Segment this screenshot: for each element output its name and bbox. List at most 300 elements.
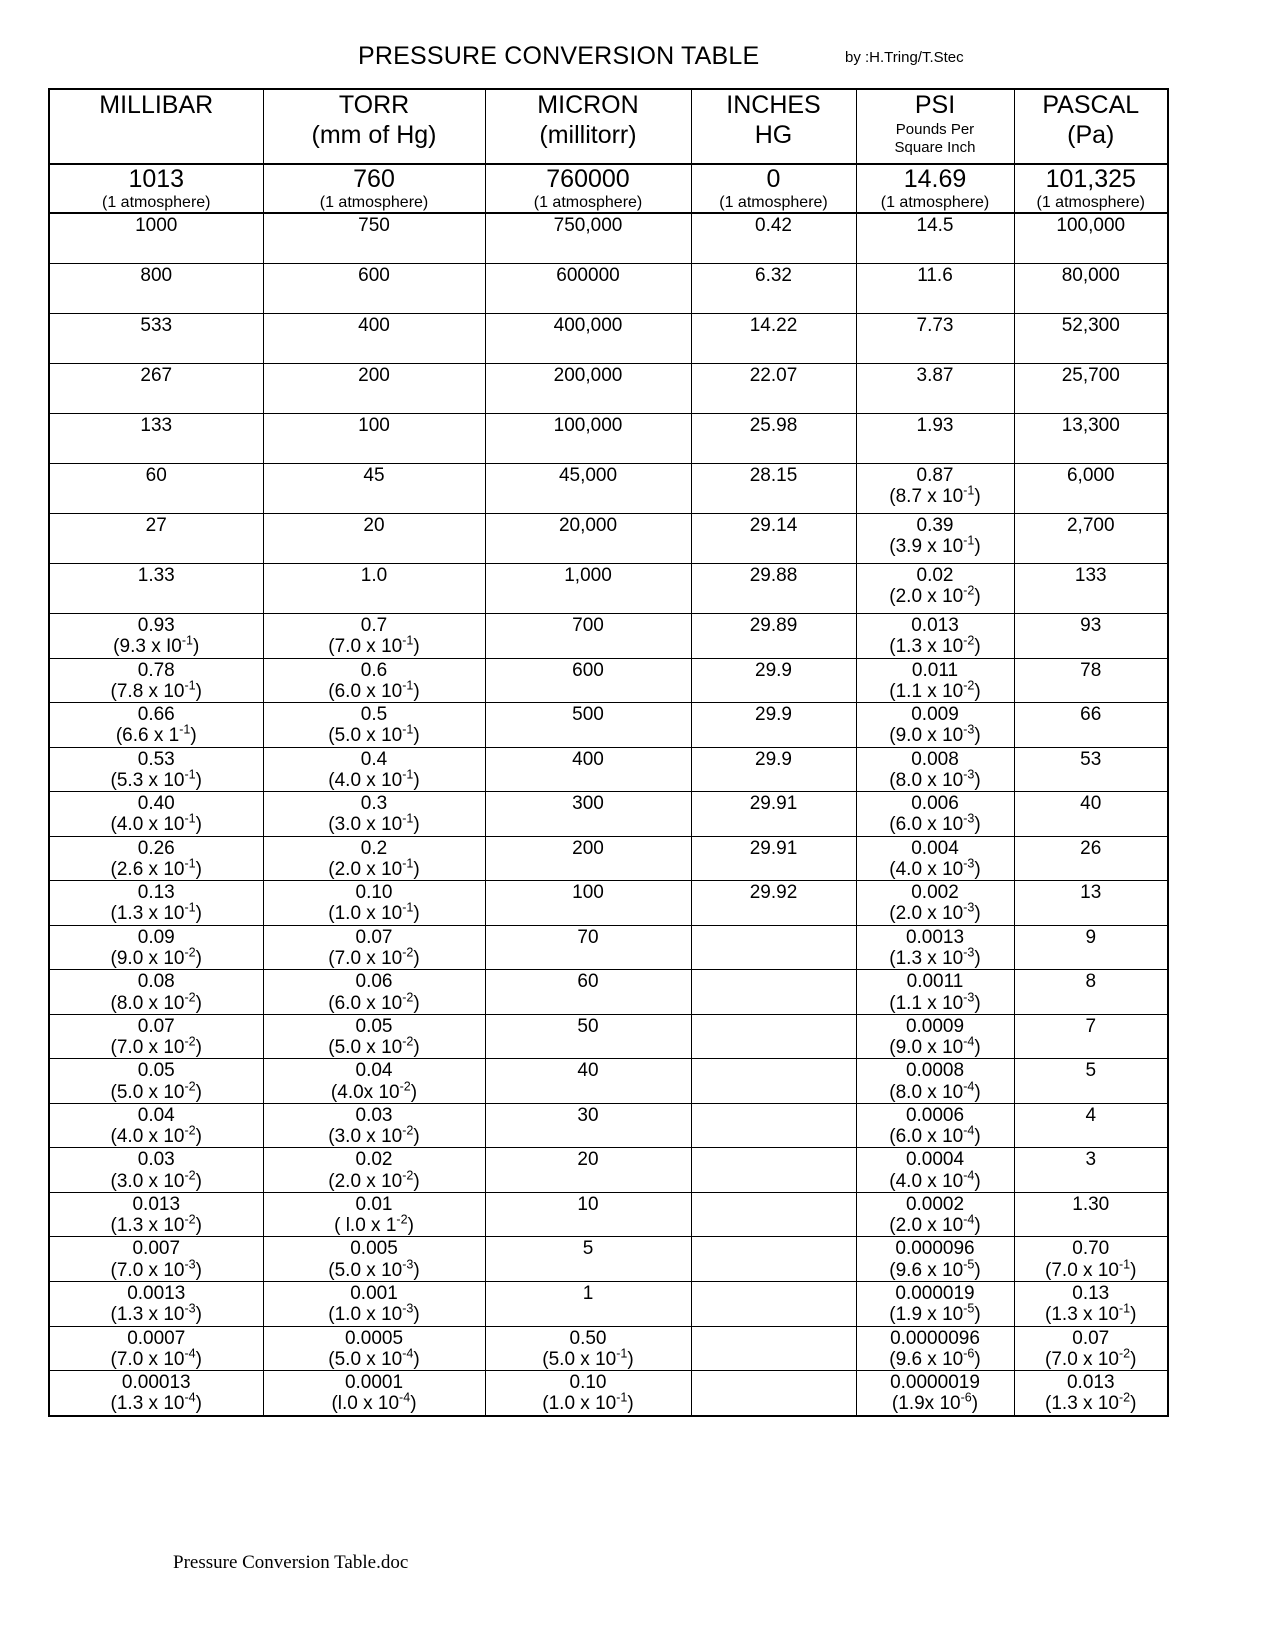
atmosphere-value: 14.69 [903, 165, 967, 193]
cell-value: 0.04 [355, 1060, 393, 1082]
cell-scientific-notation: (5.0 x $10^{-2}$) [110, 1079, 202, 1103]
table-row [49, 881, 1168, 926]
table-cell [263, 792, 485, 837]
cell-scientific-notation [488, 993, 689, 1014]
table-cell [485, 747, 691, 792]
table-row [49, 414, 1168, 464]
cell-scientific-notation [1017, 386, 1166, 407]
table-row [49, 1192, 1168, 1237]
atmosphere-cell [49, 164, 263, 213]
exponent: -1 [402, 767, 414, 782]
cell-scientific-notation [488, 336, 689, 357]
column-header-sub: (Pa) [1067, 120, 1115, 149]
table-cell [49, 703, 263, 748]
table-cell [485, 836, 691, 881]
cell-scientific-notation [52, 386, 261, 407]
exponent: -2 [402, 1034, 414, 1049]
cell-value: 3.87 [916, 365, 954, 386]
cell-scientific-notation: (4.0 x $10^{-1}$) [110, 812, 202, 836]
byline: by :H.Tring/T.Stec [845, 49, 964, 66]
exponent: -4 [184, 1346, 196, 1361]
cell-scientific-notation [694, 286, 854, 307]
table-row [49, 747, 1168, 792]
table-cell [49, 881, 263, 926]
table-cell [485, 414, 691, 464]
table-cell [1014, 792, 1168, 837]
cell-scientific-notation [488, 1126, 689, 1147]
cell-value: 200 [572, 837, 604, 859]
cell-value: 22.07 [749, 365, 798, 386]
cell-scientific-notation: (1.9 x $10^{-5}$) [889, 1301, 981, 1326]
table-cell [49, 792, 263, 837]
cell-scientific-notation: (7.0 x $10^{-1}$) [328, 633, 420, 658]
table-cell [263, 970, 485, 1015]
cell-scientific-notation [1017, 536, 1166, 557]
cell-value: 0.001 [350, 1282, 398, 1304]
column-header-main: TORR [338, 91, 410, 119]
cell-scientific-notation [1017, 286, 1166, 307]
cell-value: 0.009 [911, 704, 959, 726]
table-cell [1014, 1281, 1168, 1326]
column-header-inches [691, 89, 856, 164]
cell-scientific-notation: (1.3 x $10^{-4}$) [110, 1390, 202, 1415]
table-cell [49, 658, 263, 703]
cell-scientific-notation [266, 586, 483, 607]
table-cell [49, 1237, 263, 1282]
table-cell [1014, 658, 1168, 703]
cell-value: 26 [1080, 837, 1102, 859]
cell-value: 25,700 [1061, 365, 1120, 386]
table-cell [691, 464, 856, 514]
cell-scientific-notation [488, 681, 689, 702]
cell-value: 400,000 [553, 315, 623, 336]
cell-value: 267 [140, 365, 173, 386]
table-cell [691, 614, 856, 659]
cell-value: 29.9 [755, 704, 792, 726]
cell-value: 93 [1080, 615, 1102, 636]
cell-scientific-notation [694, 725, 854, 746]
cell-value: 800 [140, 265, 173, 286]
table-cell [485, 1192, 691, 1237]
table-cell [691, 970, 856, 1015]
column-header-main: MICRON [537, 91, 639, 119]
cell-value: 0.09 [137, 926, 175, 948]
cell-value: 28.15 [749, 465, 798, 486]
table-cell [263, 1059, 485, 1104]
cell-scientific-notation: (6.0 x $10^{-2}$) [328, 990, 420, 1014]
cell-value: 6.32 [755, 265, 792, 286]
cell-scientific-notation: (1.1 x $10^{-2}$) [889, 678, 981, 702]
cell-value: 0.07 [355, 926, 393, 948]
cell-value: 27 [145, 515, 167, 536]
cell-value: 29.89 [749, 615, 798, 636]
table-row [49, 464, 1168, 514]
cell-value: 0.007 [132, 1238, 181, 1260]
cell-value: 1.93 [916, 415, 954, 436]
title-row [0, 42, 1275, 78]
cell-value: 30 [577, 1104, 599, 1126]
table-cell [856, 1148, 1014, 1193]
cell-value: 0.0001 [344, 1372, 404, 1394]
table-cell [49, 464, 263, 514]
column-header-sub: (millitorr) [539, 120, 637, 149]
atmosphere-row [49, 164, 1168, 213]
table-cell [1014, 1192, 1168, 1237]
table-cell [49, 414, 263, 464]
table-cell [691, 925, 856, 970]
cell-value: 0.0007 [127, 1327, 186, 1349]
cell-scientific-notation [1017, 486, 1166, 507]
atmosphere-value: 760000 [546, 165, 630, 193]
table-cell [691, 747, 856, 792]
table-cell [485, 1148, 691, 1193]
table-row [49, 314, 1168, 364]
exponent: -3 [402, 1301, 414, 1316]
cell-value: 0.002 [911, 882, 959, 904]
cell-scientific-notation [1017, 859, 1166, 880]
atmosphere-note: (1 atmosphere) [1036, 193, 1145, 211]
cell-scientific-notation: (1.3 x $10^{-3}$) [889, 945, 981, 969]
exponent: -3 [963, 901, 975, 916]
cell-value: 45 [363, 465, 385, 486]
table-cell [1014, 1148, 1168, 1193]
cell-value [694, 1194, 854, 1215]
cell-value: 29.9 [755, 748, 792, 770]
cell-value: 29.88 [749, 565, 798, 586]
exponent: -4 [963, 1079, 975, 1094]
page-title: PRESSURE CONVERSION TABLE [358, 42, 760, 70]
cell-scientific-notation [1017, 586, 1166, 607]
cell-value: 80,000 [1061, 265, 1120, 286]
cell-value: 0.0009 [905, 1015, 965, 1037]
exponent: -2 [184, 945, 196, 960]
column-header-main: MILLIBAR [99, 91, 214, 119]
table-cell [1014, 1014, 1168, 1059]
cell-value [694, 971, 854, 992]
table-cell [1014, 464, 1168, 514]
cell-scientific-notation: (2.0 x $10^{-2}$) [328, 1168, 420, 1192]
cell-value: 0.08 [137, 971, 175, 993]
cell-scientific-notation [52, 286, 261, 307]
table-cell [856, 414, 1014, 464]
table-cell [263, 614, 485, 659]
exponent: -2 [402, 1123, 414, 1138]
exponent: -2 [184, 1168, 196, 1183]
exponent: -1 [616, 1390, 628, 1405]
cell-value [694, 1105, 854, 1126]
cell-value: 600 [572, 659, 604, 681]
table-cell [49, 1148, 263, 1193]
cell-scientific-notation [52, 436, 261, 457]
cell-value: 0.66 [137, 704, 175, 726]
cell-scientific-notation: (7.0 x $10^{-2}$) [1045, 1346, 1137, 1370]
cell-scientific-notation: (5.0 x $10^{-1}$) [542, 1346, 634, 1370]
table-cell [485, 213, 691, 264]
table-row [49, 1237, 1168, 1282]
cell-scientific-notation [694, 1215, 854, 1236]
cell-scientific-notation [488, 1304, 689, 1325]
table-cell [691, 836, 856, 881]
table-cell [691, 1326, 856, 1371]
cell-scientific-notation [1017, 436, 1166, 457]
cell-value [694, 1238, 854, 1259]
cell-value: 2,700 [1066, 515, 1115, 536]
cell-value: 0.03 [137, 1149, 175, 1171]
cell-scientific-notation [694, 770, 854, 791]
table-cell [485, 925, 691, 970]
table-cell [263, 703, 485, 748]
column-header-psi [856, 89, 1014, 164]
table-row [49, 213, 1168, 264]
table-row [49, 614, 1168, 659]
table-cell [485, 1326, 691, 1371]
cell-value: 300 [572, 793, 604, 815]
cell-value: 1000 [135, 215, 178, 236]
cell-value: 600 [358, 265, 390, 286]
table-cell [691, 792, 856, 837]
exponent: -1 [616, 1346, 628, 1361]
table-cell [1014, 264, 1168, 314]
table-cell [485, 1237, 691, 1282]
cell-scientific-notation [52, 336, 261, 357]
table-cell [856, 1103, 1014, 1148]
exponent: -1 [179, 723, 191, 737]
atmosphere-note: (1 atmosphere) [319, 193, 429, 211]
cell-scientific-notation: (1.3 x $10^{-3}$) [110, 1301, 202, 1326]
cell-value: 500 [572, 704, 604, 726]
cell-scientific-notation [488, 286, 689, 307]
cell-scientific-notation [488, 903, 689, 924]
cell-value: 29.9 [755, 659, 792, 681]
table-cell [263, 836, 485, 881]
cell-scientific-notation [694, 1260, 854, 1281]
exponent: -2 [184, 1212, 196, 1227]
table-cell [49, 1281, 263, 1326]
cell-scientific-notation [1017, 1126, 1166, 1147]
cell-scientific-notation: (1.0 x $10^{-1}$) [328, 901, 420, 925]
cell-scientific-notation: (6.0 x $10^{-1}$) [328, 678, 420, 702]
cell-scientific-notation [52, 586, 261, 607]
cell-value: 0.07 [137, 1015, 175, 1037]
cell-value: 0.07 [1072, 1327, 1110, 1349]
cell-scientific-notation: (2.0 x $10^{-3}$) [889, 901, 981, 925]
cell-scientific-notation: (3.0 x $10^{-2}$) [328, 1123, 420, 1148]
table-row [49, 1148, 1168, 1193]
cell-value: 13,300 [1061, 415, 1120, 436]
cell-value: 66 [1080, 704, 1102, 726]
atmosphere-note: (1 atmosphere) [533, 193, 643, 211]
exponent: -2 [963, 678, 975, 693]
table-cell [485, 364, 691, 414]
cell-scientific-notation [694, 1082, 854, 1103]
cell-scientific-notation [1017, 1082, 1166, 1103]
cell-value: 14.5 [916, 215, 954, 236]
cell-value: 9 [1085, 926, 1097, 948]
cell-value: 0.006 [911, 793, 959, 815]
cell-value: 20 [577, 1149, 599, 1171]
cell-value: 0.3 [360, 793, 388, 815]
exponent: -3 [963, 723, 975, 737]
exponent: -2 [396, 1212, 408, 1227]
exponent: -4 [963, 1168, 975, 1183]
exponent: -1 [184, 812, 196, 827]
cell-value: 60 [577, 971, 599, 993]
cell-scientific-notation: (1.0 x $10^{-1}$) [542, 1390, 634, 1415]
cell-value: 0.0000096 [890, 1327, 980, 1349]
table-cell [485, 514, 691, 564]
cell-value: 0.13 [137, 882, 175, 904]
exponent: -1 [184, 678, 196, 693]
table-cell [49, 1103, 263, 1148]
cell-scientific-notation: (8.0 x $10^{-3}$) [889, 767, 981, 791]
cell-value: 6,000 [1066, 465, 1115, 486]
exponent: -1 [963, 483, 975, 498]
table-cell [485, 614, 691, 659]
exponent: -2 [963, 583, 975, 598]
table-cell [856, 1371, 1014, 1416]
table-cell [691, 1371, 856, 1416]
cell-scientific-notation: (2.6 x $10^{-1}$) [110, 856, 202, 880]
table-cell [49, 747, 263, 792]
cell-scientific-notation [694, 1126, 854, 1147]
table-cell [485, 564, 691, 614]
cell-scientific-notation: (3.9 x $10^{-1}$) [889, 533, 981, 558]
table-cell [485, 314, 691, 364]
cell-scientific-notation [694, 1349, 854, 1370]
atmosphere-value: 0 [766, 165, 781, 193]
exponent: -2 [184, 1079, 196, 1094]
cell-value: 0.0013 [127, 1282, 186, 1304]
cell-value: 0.39 [916, 515, 954, 536]
table-cell [1014, 514, 1168, 564]
cell-scientific-notation [266, 236, 483, 257]
table-row [49, 836, 1168, 881]
exponent: -1 [184, 901, 196, 916]
exponent: -4 [963, 1123, 975, 1138]
cell-scientific-notation: (7.0 x $10^{-2}$) [110, 1034, 202, 1059]
cell-value: 0.004 [911, 837, 959, 859]
cell-scientific-notation [488, 536, 689, 557]
cell-scientific-notation: (5.0 x $10^{-2}$) [328, 1034, 420, 1059]
cell-value: 133 [140, 415, 173, 436]
table-cell [856, 1237, 1014, 1282]
column-header-micron [485, 89, 691, 164]
cell-value: 0.7 [360, 615, 388, 636]
cell-value: 7.73 [916, 315, 954, 336]
table-cell [263, 564, 485, 614]
table-cell [485, 1014, 691, 1059]
cell-value: 0.0000019 [890, 1372, 980, 1394]
table-cell [691, 514, 856, 564]
table-cell [856, 925, 1014, 970]
table-cell [263, 1103, 485, 1148]
table-row [49, 514, 1168, 564]
cell-value: 0.70 [1072, 1238, 1110, 1260]
table-cell [49, 213, 263, 264]
table-cell [485, 792, 691, 837]
table-row [49, 1281, 1168, 1326]
table-cell [263, 1148, 485, 1193]
cell-value [694, 1328, 854, 1349]
table-cell [856, 264, 1014, 314]
cell-value: 0.000019 [895, 1282, 975, 1304]
cell-scientific-notation [52, 486, 261, 507]
table-row [49, 658, 1168, 703]
cell-scientific-notation [694, 1304, 854, 1325]
cell-value: 1 [582, 1282, 594, 1304]
cell-scientific-notation: (9.3 x $I0^{-1}$) [113, 633, 200, 658]
table-cell [49, 1371, 263, 1416]
table-cell [856, 792, 1014, 837]
column-header-sub: HG [754, 120, 793, 149]
exponent: -4 [402, 1346, 414, 1361]
table-cell [691, 414, 856, 464]
table-cell [1014, 364, 1168, 414]
cell-scientific-notation [859, 236, 1012, 257]
column-header-sub: Pounds Per [895, 120, 975, 138]
table-cell [49, 514, 263, 564]
exponent: -2 [402, 945, 414, 960]
table-cell [263, 881, 485, 926]
cell-value: 0.53 [137, 748, 175, 770]
cell-scientific-notation: (6.0 x $10^{-3}$) [889, 812, 981, 836]
cell-scientific-notation [1017, 636, 1166, 657]
cell-scientific-notation: (9.0 x $10^{-3}$) [889, 723, 981, 747]
cell-value: 700 [572, 615, 604, 636]
footer-filename: Pressure Conversion Table.doc [173, 1552, 409, 1573]
table-cell [263, 1014, 485, 1059]
cell-value: 533 [140, 315, 173, 336]
cell-value: 78 [1080, 659, 1102, 681]
table-cell [856, 514, 1014, 564]
exponent: -3 [402, 1257, 414, 1272]
cell-value: 133 [1074, 565, 1107, 586]
table-cell [1014, 747, 1168, 792]
table-cell [1014, 836, 1168, 881]
exponent: -4 [184, 1390, 196, 1405]
table-cell [1014, 1237, 1168, 1282]
cell-value: 13 [1080, 882, 1102, 904]
cell-scientific-notation [859, 436, 1012, 457]
table-cell [691, 1281, 856, 1326]
table-cell [691, 658, 856, 703]
table-cell [485, 464, 691, 514]
cell-value: 0.03 [355, 1104, 393, 1126]
table-cell [691, 564, 856, 614]
cell-value: 1,000 [564, 565, 612, 586]
exponent: -3 [963, 990, 975, 1005]
cell-scientific-notation [266, 386, 483, 407]
table-cell [691, 364, 856, 414]
table-cell [1014, 614, 1168, 659]
cell-value: 100 [358, 415, 390, 436]
cell-scientific-notation: (4.0 x $10^{-3}$) [889, 856, 981, 880]
cell-scientific-notation [694, 1171, 854, 1192]
table-cell [263, 464, 485, 514]
cell-value: 0.0008 [905, 1060, 965, 1082]
cell-value: 70 [577, 926, 599, 948]
cell-scientific-notation: (2.0 x $10^{-2}$) [889, 583, 981, 608]
table-cell [263, 658, 485, 703]
table-cell [856, 881, 1014, 926]
cell-value: 0.4 [360, 748, 388, 770]
exponent: -2 [402, 990, 414, 1005]
cell-value [694, 1149, 854, 1170]
cell-value: 0.93 [137, 615, 175, 636]
cell-value: 400 [572, 748, 604, 770]
column-header-main: PASCAL [1042, 91, 1140, 119]
exponent: -1 [1118, 1257, 1131, 1272]
